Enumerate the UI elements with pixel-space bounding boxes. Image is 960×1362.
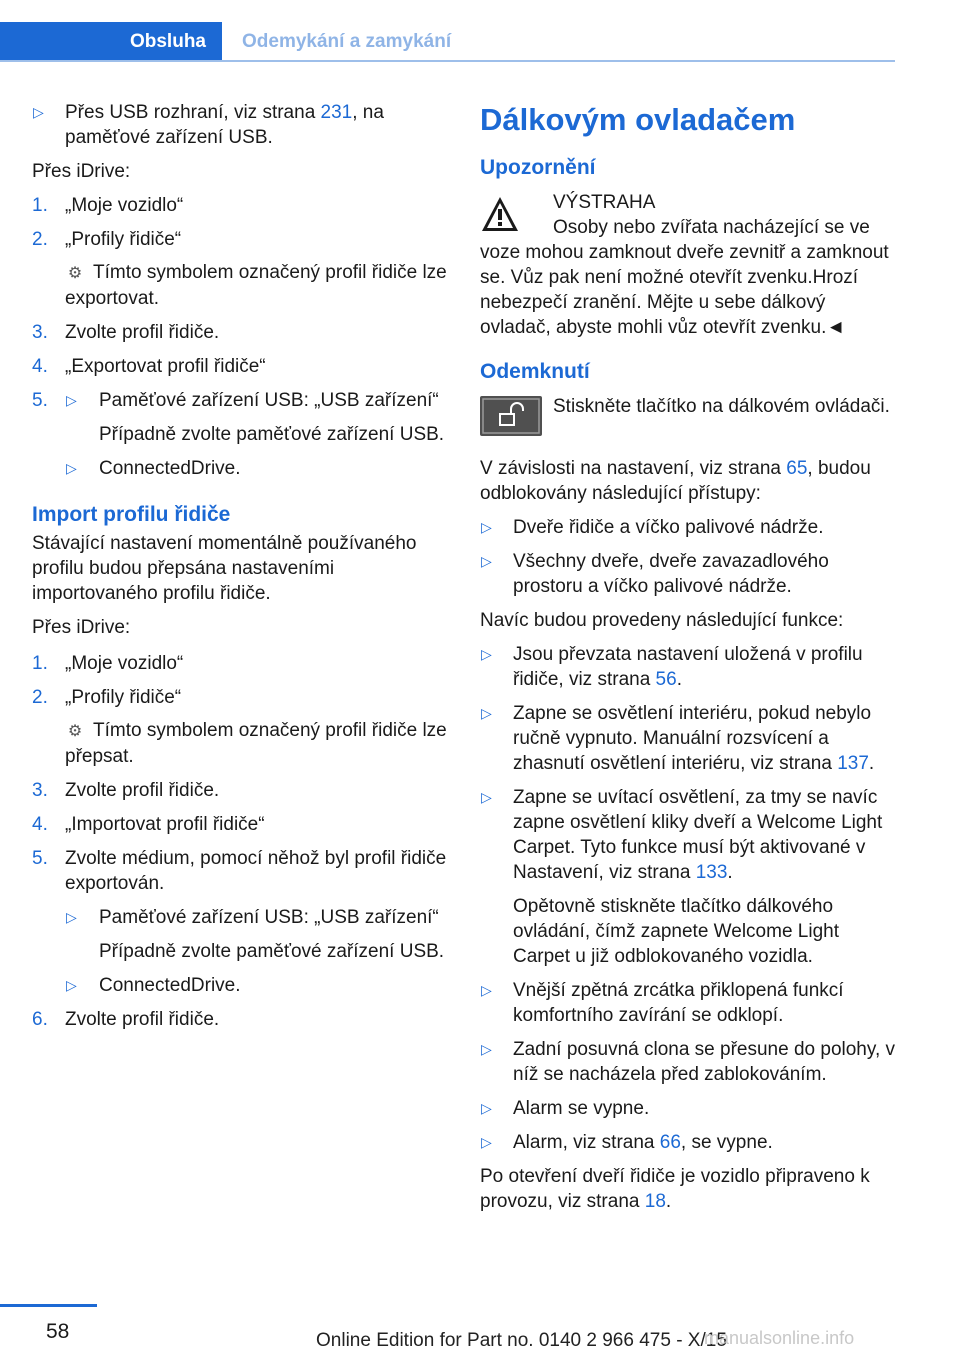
note: ⚙ Tímto symbolem označený profil řidiče lze přepsat. (65, 720, 447, 767)
triangle-bullet-icon: ▷ (481, 553, 492, 569)
profile-symbol-icon: ⚙ (67, 723, 83, 740)
list-item: ▷ Vnější zpětná zrcátka přiklopená funkcí komfortního zavírání se odklopí. (481, 980, 844, 1026)
page-link[interactable]: 231 (320, 102, 353, 123)
unlock-box (480, 394, 900, 444)
page-title: Dálkovým ovladačem (480, 102, 796, 137)
paragraph: Přes iDrive: (32, 617, 131, 638)
header-divider (0, 60, 895, 62)
triangle-bullet-icon: ▷ (66, 460, 77, 476)
page-link[interactable]: 133 (695, 862, 728, 883)
step-item: 3. Zvolte profil řidiče. (32, 780, 220, 801)
triangle-bullet-icon: ▷ (66, 977, 77, 993)
footer-rule (0, 1304, 97, 1307)
triangle-bullet-icon: ▷ (481, 789, 492, 805)
warning-text: Osoby nebo zvířata nacházející se ve voze mohou zamknout dveře zevnitř a zamknout se. Vůz pak není možné otevřít zvenku.Hrozí nebezpečí zranění. Mějte u sebe dálkový ovladač, abyste mohli vůz otevřít zvenku.◄ (480, 217, 889, 338)
step-item: 3. Zvolte profil řidiče. (32, 322, 220, 343)
list-item: ▷ Všechny dveře, dveře zavazadlového prostoru a víčko palivové nádrže. (481, 551, 829, 597)
tab-section[interactable]: Odemykání a zamykání (242, 31, 452, 52)
step-item: 5. Zvolte médium, pomocí něhož byl profil řidiče exportován. (32, 848, 447, 894)
step-item: 6. Zvolte profil řidiče. (32, 1009, 220, 1030)
list-item: ▷ Alarm, viz strana 66, se vypne. (481, 1132, 773, 1153)
paragraph: V závislosti na nastavení, viz strana 65, budou odblokovány následující přístupy: (480, 458, 871, 504)
unlock-button-icon (480, 396, 542, 436)
page-link[interactable]: 66 (659, 1132, 681, 1153)
list-item: ▷ Dveře řidiče a víčko palivové nádrže. (481, 517, 824, 538)
warning-box (480, 190, 900, 215)
sub-note: Případně zvolte paměťové zařízení USB. (99, 941, 445, 962)
triangle-bullet-icon: ▷ (481, 982, 492, 998)
list-item: ▷ Jsou převzata nastavení uložená v profilu řidiče, viz strana 56. (481, 644, 863, 690)
triangle-bullet-icon: ▷ (481, 1041, 492, 1057)
step-item: 5. ▷ Paměťové zařízení USB: „USB zařízení“ (32, 388, 452, 413)
tab-obsluha[interactable]: Obsluha (0, 22, 222, 62)
sub-item: ▷ ConnectedDrive. (66, 975, 241, 996)
page-link[interactable]: 137 (837, 753, 869, 774)
page-header (0, 0, 895, 62)
page-number: 58 (46, 1320, 70, 1343)
note: ⚙ Tímto symbolem označený profil řidiče lze exportovat. (65, 262, 447, 309)
left-column (32, 100, 452, 1041)
section-heading: Odemknutí (480, 360, 590, 383)
list-item: ▷ Zapne se uvítací osvětlení, za tmy se navíc zapne osvětlení kliky dveří a Welcome Light Carpet. Tyto funkce musí být aktivované v Nastavení, viz strana 133. (481, 787, 883, 883)
edition-note: Online Edition for Part no. 0140 2 966 475 - X/15 (316, 1330, 727, 1351)
triangle-bullet-icon: ▷ (481, 1134, 492, 1150)
step-item: 2. „Profily řidiče“ (32, 687, 182, 708)
paragraph: Navíc budou provedeny následující funkce: (480, 610, 844, 631)
watermark: manualsonline.info (704, 1328, 855, 1348)
unlock-text: Stiskněte tlačítko na dálkovém ovládači. (553, 396, 890, 417)
paragraph: Stávající nastavení momentálně používaného profilu budou přepsána nastaveními importovaného profilu řidiče. (32, 533, 417, 604)
profile-symbol-icon: ⚙ (67, 265, 83, 282)
section-heading: Upozornění (480, 156, 596, 179)
list-item: ▷ Zadní posuvná clona se přesune do polohy, v níž se nacházela před zablokováním. (481, 1039, 896, 1085)
triangle-bullet-icon: ▷ (481, 1100, 492, 1116)
page-link[interactable]: 18 (644, 1191, 666, 1212)
warning-triangle-icon (480, 194, 520, 234)
sub-note: Opětovně stiskněte tlačítko dálkového ovládání, čímž zapnete Welcome Light Carpet u již odblokovaného vozidla. (513, 896, 839, 967)
step-item: 1. „Moje vozidlo“ (32, 653, 184, 674)
triangle-bullet-icon: ▷ (66, 909, 77, 925)
step-item: 2. „Profily řidiče“ (32, 229, 182, 250)
sub-item: ▷ Paměťové zařízení USB: „USB zařízení“ (66, 390, 439, 411)
list-item: ▷ Alarm se vypne. (481, 1098, 650, 1119)
page-link[interactable]: 65 (786, 458, 808, 479)
step-item: 1. „Moje vozidlo“ (32, 195, 184, 216)
triangle-bullet-icon: ▷ (66, 392, 77, 408)
list-item: ▷ Zapne se osvětlení interiéru, pokud nebylo ručně vypnuto. Manuální rozsvícení a zhasnutí osvětlení interiéru, viz strana 137. (481, 703, 875, 774)
sub-item: ▷ ConnectedDrive. (66, 458, 241, 479)
triangle-bullet-icon: ▷ (33, 104, 44, 120)
triangle-bullet-icon: ▷ (481, 519, 492, 535)
warning-title: VÝSTRAHA (553, 192, 656, 213)
step-item: 4. „Importovat profil řidiče“ (32, 814, 265, 835)
list-item: ▷ Přes USB rozhraní, viz strana 231, na paměťové zařízení USB. (33, 102, 384, 148)
sub-item: ▷ Paměťové zařízení USB: „USB zařízení“ (66, 907, 439, 928)
triangle-bullet-icon: ▷ (481, 646, 492, 662)
right-column (480, 102, 900, 1223)
page-link[interactable]: 56 (655, 669, 677, 690)
paragraph: Po otevření dveří řidiče je vozidlo připraveno k provozu, viz strana 18. (480, 1166, 870, 1212)
triangle-bullet-icon: ▷ (481, 705, 492, 721)
sub-note: Případně zvolte paměťové zařízení USB. (99, 424, 445, 445)
paragraph: Přes iDrive: (32, 161, 131, 182)
section-heading: Import profilu řidiče (32, 503, 231, 526)
step-item: 4. „Exportovat profil řidiče“ (32, 356, 266, 377)
